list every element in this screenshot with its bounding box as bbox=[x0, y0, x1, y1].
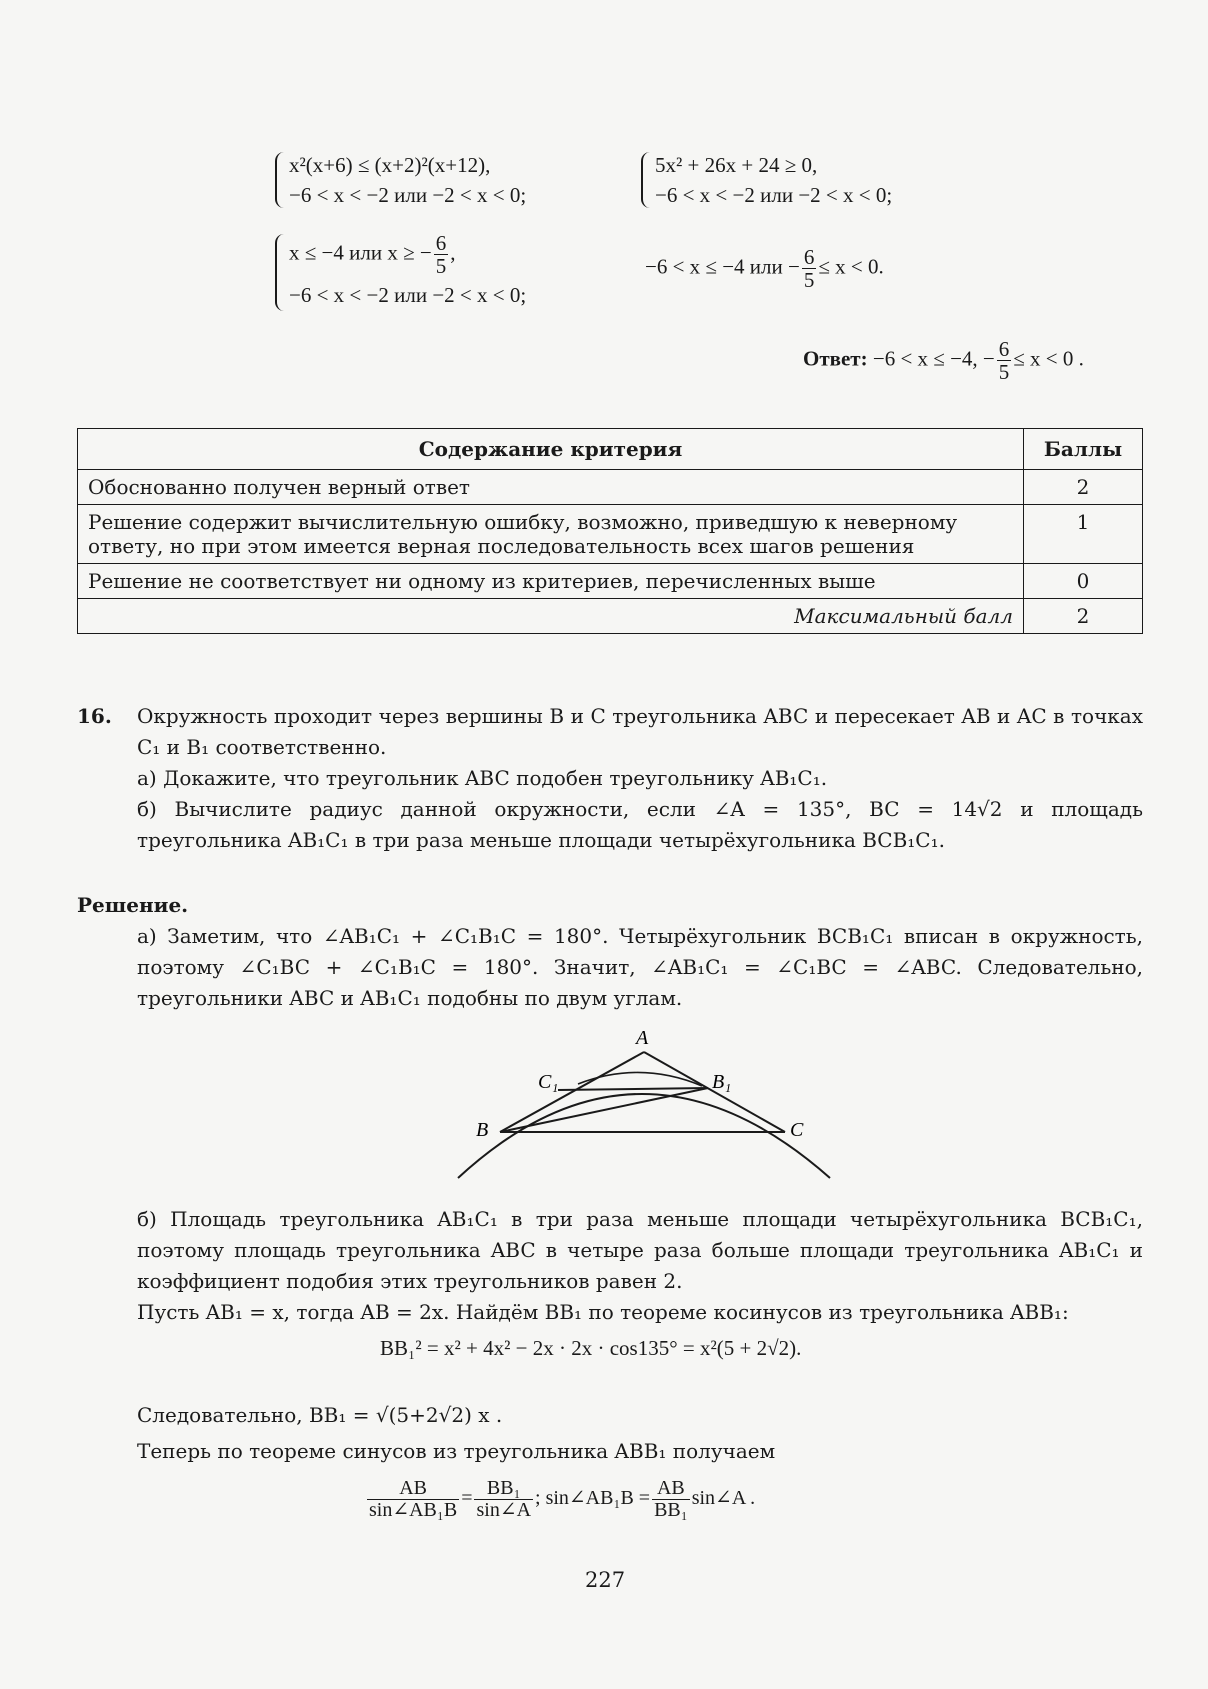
system-3-line-1 bbox=[289, 232, 526, 277]
criteria-header-content: Содержание критерия bbox=[78, 429, 1024, 470]
table-row bbox=[78, 470, 1143, 505]
system-3-fraction bbox=[434, 232, 449, 277]
solution-heading: Решение. bbox=[77, 893, 189, 917]
solution-part-b bbox=[137, 1204, 1143, 1328]
system-3-text-a: x ≤ −4 или x ≥ − bbox=[289, 240, 432, 265]
equals-sign: = bbox=[461, 1487, 473, 1510]
fraction-3 bbox=[652, 1478, 690, 1521]
result-text-b: ≤ x < 0. bbox=[818, 254, 884, 279]
system-4-result bbox=[645, 246, 884, 291]
system-1-line-2: −6 < x < −2 или −2 < x < 0; bbox=[289, 183, 527, 207]
task-part-a: а) Докажите, что треугольник ABC подобен треугольнику AB₁C₁. bbox=[137, 766, 828, 790]
frac-numerator: 6 bbox=[435, 231, 447, 255]
frac-denominator: sin∠AB₁B bbox=[369, 1499, 458, 1521]
segment-BA bbox=[500, 1052, 644, 1132]
label-C1: C₁ bbox=[538, 1071, 559, 1093]
formula-sine bbox=[365, 1478, 755, 1521]
frac-denominator: 5 bbox=[435, 254, 447, 279]
criteria-points: 2 bbox=[1024, 470, 1143, 505]
solution-part-a: а) Заметим, что ∠AB₁C₁ + ∠C₁B₁C = 180°. Четырёхугольник BCB₁C₁ вписан в окружность, поэтому ∠C₁BC + ∠C₁B₁C = 180°. Значит, ∠AB₁C₁ = ∠C₁BC = ∠ABC. Следовательно, треугольники ABC и AB₁C₁ подобны по двум углам. bbox=[137, 924, 1143, 1010]
system-1-line-1: x²(x+6) ≤ (x+2)²(x+12), bbox=[289, 153, 491, 177]
criteria-text: Решение не соответствует ни одному из критериев, перечисленных выше bbox=[78, 564, 1024, 599]
circle-arc bbox=[458, 1094, 830, 1178]
frac-numerator: BB₁ bbox=[474, 1478, 533, 1500]
formula-end: sin∠A . bbox=[691, 1487, 756, 1510]
frac-numerator: 6 bbox=[998, 337, 1010, 361]
answer-text-b: ≤ x < 0 . bbox=[1013, 346, 1084, 371]
system-3-line-2: −6 < x < −2 или −2 < x < 0; bbox=[289, 283, 527, 308]
frac-denominator: sin∠A bbox=[476, 1499, 532, 1521]
result-fraction bbox=[802, 246, 817, 291]
system-2 bbox=[641, 150, 892, 210]
system-1 bbox=[275, 150, 526, 210]
sine-intro: Теперь по теореме синусов из треугольника ABB₁ получаем bbox=[137, 1439, 776, 1463]
page-number: 227 bbox=[585, 1568, 626, 1592]
frac-denominator: 5 bbox=[803, 268, 815, 293]
task-number: 16. bbox=[77, 704, 112, 728]
frac-numerator: AB bbox=[652, 1478, 690, 1500]
answer-line bbox=[803, 338, 1084, 383]
max-score-label: Максимальный балл bbox=[78, 599, 1024, 634]
label-C: C bbox=[790, 1119, 804, 1141]
geometry-figure bbox=[440, 1020, 860, 1190]
formula-middle: ; sin∠AB₁B = bbox=[535, 1487, 651, 1510]
segment-BB1 bbox=[500, 1088, 708, 1132]
formula-cosine: BB₁² = x² + 4x² − 2x · 2x · cos135° = x²(5 + 2√2). bbox=[380, 1336, 802, 1360]
fraction-1 bbox=[367, 1478, 459, 1521]
solution-part-b-1: б) Площадь треугольника AB₁C₁ в три раза меньше площади четырёхугольника BCB₁C₁, поэтому площадь треугольника ABC в четыре раза больше площади треугольника AB₁C₁ и коэффициент подобия этих треугольников равен 2. bbox=[137, 1207, 1143, 1293]
answer-fraction bbox=[997, 338, 1012, 383]
table-row-max bbox=[78, 599, 1143, 634]
max-score-points: 2 bbox=[1024, 599, 1143, 634]
answer-text-a: −6 < x ≤ −4, − bbox=[872, 346, 995, 371]
criteria-header-points: Баллы bbox=[1024, 429, 1143, 470]
answer-label: Ответ: bbox=[803, 346, 868, 371]
result-text-a: −6 < x ≤ −4 или − bbox=[645, 254, 800, 279]
fraction-2 bbox=[474, 1478, 533, 1521]
criteria-points: 0 bbox=[1024, 564, 1143, 599]
system-2-line-2: −6 < x < −2 или −2 < x < 0; bbox=[655, 183, 893, 207]
system-3 bbox=[275, 232, 526, 313]
criteria-points: 1 bbox=[1024, 505, 1143, 564]
label-B1: B₁ bbox=[712, 1071, 732, 1093]
consequently-line: Следовательно, BB₁ = √(5+2√2) x . bbox=[137, 1403, 503, 1427]
label-A: A bbox=[636, 1027, 649, 1049]
task-part-b: б) Вычислите радиус данной окружности, если ∠A = 135°, BC = 14√2 и площадь треугольника AB₁C₁ в три раза меньше площади четырёхугольника BCB₁C₁. bbox=[137, 797, 1143, 852]
table-row bbox=[78, 564, 1143, 599]
task-statement: Окружность проходит через вершины B и C треугольника ABC и пересекает AB и AC в точках C₁ и B₁ соответственно. bbox=[137, 704, 1143, 759]
task-16 bbox=[77, 701, 1143, 856]
frac-numerator: 6 bbox=[803, 245, 815, 269]
frac-denominator: 5 bbox=[998, 360, 1010, 385]
solution-block bbox=[77, 890, 1143, 1014]
system-3-text-b: , bbox=[450, 240, 456, 265]
criteria-text: Обоснованно получен верный ответ bbox=[78, 470, 1024, 505]
label-B: B bbox=[476, 1119, 489, 1141]
criteria-header-row bbox=[78, 429, 1143, 470]
frac-numerator: AB bbox=[367, 1478, 459, 1500]
criteria-text: Решение содержит вычислительную ошибку, возможно, приведшую к неверному ответу, но при этом имеется верная последовательность всех шагов решения bbox=[78, 505, 1024, 564]
table-row bbox=[78, 505, 1143, 564]
criteria-table bbox=[77, 428, 1143, 634]
system-2-line-1: 5x² + 26x + 24 ≥ 0, bbox=[655, 153, 818, 177]
solution-part-b-2: Пусть AB₁ = x, тогда AB = 2x. Найдём BB₁ по теореме косинусов из треугольника ABB₁: bbox=[137, 1300, 1069, 1324]
frac-denominator: BB₁ bbox=[654, 1499, 688, 1521]
